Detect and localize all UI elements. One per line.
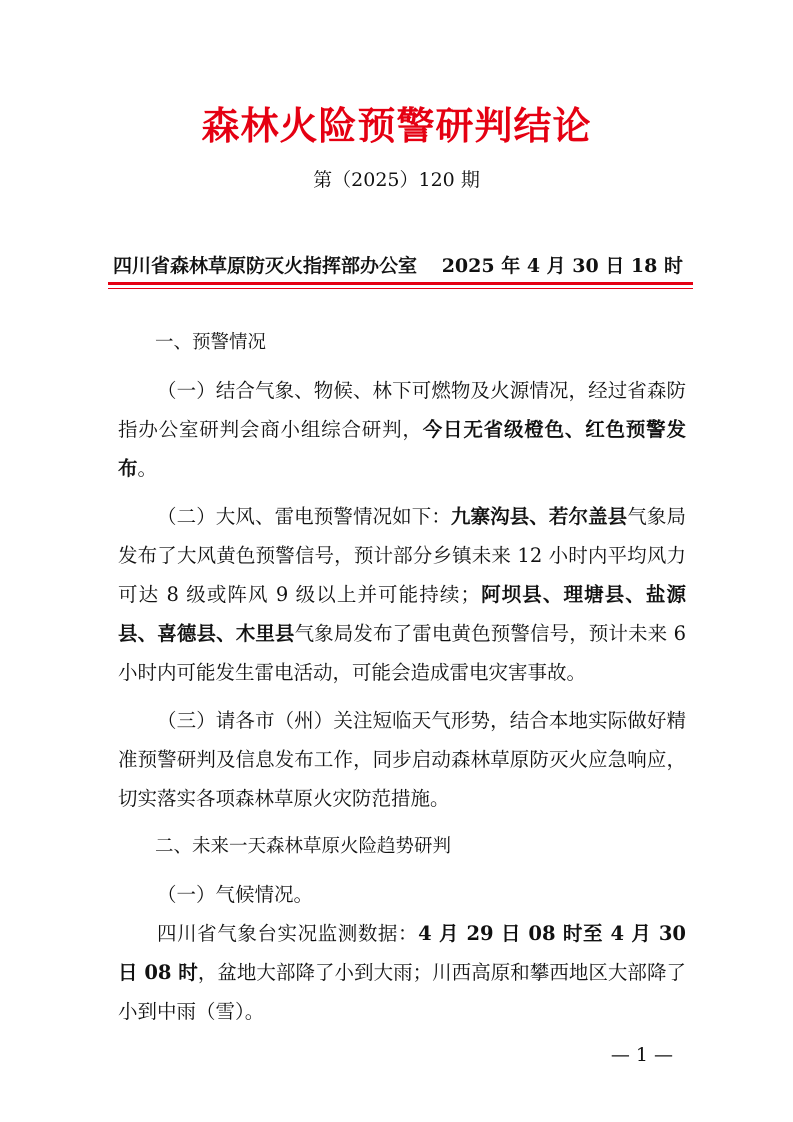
- paragraph-text: 。: [137, 457, 158, 480]
- subsection-heading: （一）气候情况。: [157, 883, 314, 906]
- paragraph-bold-text: 4 月 29 日 08 时至 4 月 30 日 08 时: [118, 922, 686, 984]
- paragraph: [118, 497, 686, 692]
- paragraph-text: 四川省气象台实况监测数据：: [157, 922, 419, 945]
- paragraph-text: （二）大风、雷电预警情况如下：: [157, 505, 451, 528]
- paragraph: [118, 371, 686, 488]
- document-title: 森林火险预警研判结论: [201, 103, 592, 148]
- paragraph-text: ，盆地大部降了小到大雨；川西高原和攀西地区大部降了小到中雨（雪）。: [118, 961, 686, 1023]
- paragraph: [118, 914, 686, 1031]
- paragraph-text: 气象局发布了雷电黄色预警信号，预计未来 6 小时内可能发生雷电活动，可能会造成雷电灾害事故。: [118, 622, 686, 684]
- page-number: — 1 —: [610, 1044, 673, 1066]
- document-body: [118, 323, 686, 1040]
- issue-datetime: 2025 年 4 月 30 日 18 时: [441, 255, 683, 277]
- issuer-name: 四川省森林草原防灭火指挥部办公室: [113, 255, 418, 277]
- paragraph-text: （一）结合气象、物候、林下可燃物及火源情况，经过省森防指办公室研判会商小组综合研判，: [118, 379, 686, 441]
- issue-number: 第（2025）120 期: [313, 169, 480, 191]
- red-divider-thin: [108, 288, 693, 289]
- red-divider-thick: [108, 282, 693, 285]
- section-heading: 一、预警情况: [155, 332, 267, 353]
- paragraph-bold-text: 阿坝县、理塘县、盐源县、喜德县、木里县: [118, 583, 686, 645]
- paragraph: （三）请各市（州）关注短临天气形势，结合本地实际做好精准预警研判及信息发布工作，同步启动森林草原防灭火应急响应，切实落实各项森林草原火灾防范措施。: [118, 709, 686, 810]
- issuer-header: [113, 252, 689, 280]
- paragraph-bold-text: 今日无省级橙色、红色预警发布: [118, 418, 686, 480]
- paragraph-bold-text: 九寨沟县、若尔盖县: [450, 505, 628, 528]
- paragraph-text: 气象局发布了大风黄色预警信号，预计部分乡镇未来 12 小时内平均风力可达 8 级或阵风 9 级以上并可能持续；: [118, 505, 686, 606]
- section-heading: 二、未来一天森林草原火险趋势研判: [155, 836, 452, 857]
